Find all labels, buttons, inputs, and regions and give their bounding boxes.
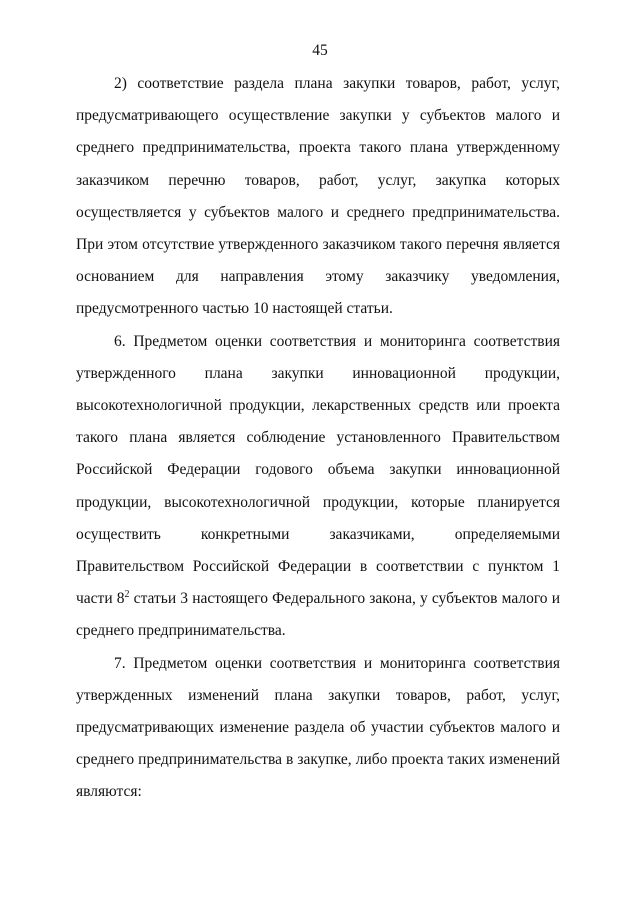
paragraph-6-text-continued: статьи 3 настоящего Федерального закона, у субъектов малого и среднего предпринимательства.: [76, 590, 560, 640]
page-number: 45: [312, 42, 328, 59]
paragraph-7: 7. Предметом оценки соответствия и мониторинга соответствия утвержденных изменений плана закупки товаров, работ, услуг, предусматривающих изменение раздела об участии субъектов малого и среднего предпринимательства в закупке, либо проекта таких изменений являются:: [76, 654, 560, 801]
document-body: [76, 68, 560, 809]
paragraph-item-2: 2) соответствие раздела плана закупки товаров, работ, услуг, предусматривающего осуществление закупки у субъектов малого и среднего предпринимательства, проекта такого плана утвержденному заказчиком перечню товаров, работ, услуг, закупка которых осуществляется у субъектов малого и среднего предпринимательства. При этом отсутствие утвержденного заказчиком такого перечня является основанием для направления этому заказчику уведомления, предусмотренного частью 10 настоящей статьи.: [76, 75, 560, 318]
paragraph-6: [76, 326, 560, 648]
superscript-index: 2: [124, 589, 130, 601]
paragraph-6-text: 6. Предметом оценки соответствия и мониторинга соответствия утвержденного плана закупки инновационной продукции, высокотехнологичной продукции, лекарственных средств или проекта такого плана является соблюдение установленного Правительством Российской Федерации годового объема закупки инновационной продукции, высокотехнологичной продукции, которые планируется осуществить конкретными заказчиками, определяемыми Правительством Российской Федерации в соответствии с пунктом 1 части 8: [76, 332, 560, 608]
